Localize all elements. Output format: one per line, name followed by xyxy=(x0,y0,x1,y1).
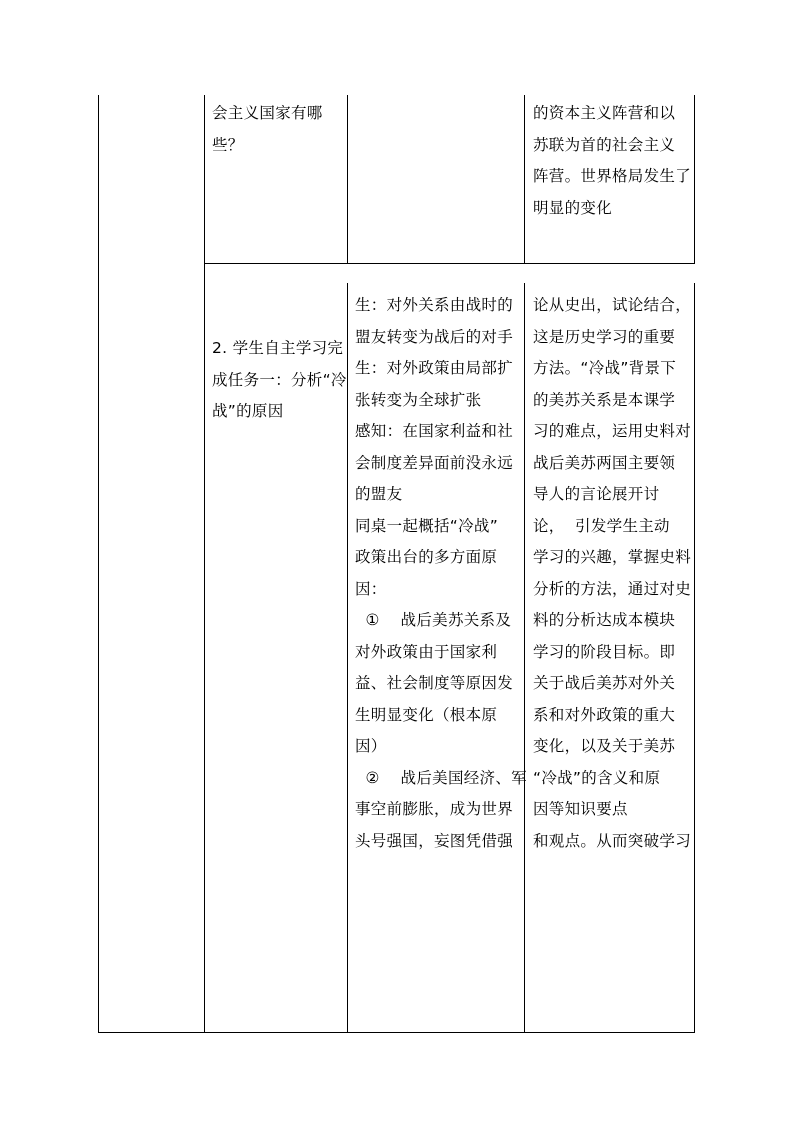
text-line: 的资本主义阵营和以 xyxy=(533,104,676,122)
text-line: 头号强国，妄图凭借强 xyxy=(355,831,514,850)
text-line: 成任务一：分析“冷 xyxy=(212,370,347,389)
row-divider xyxy=(204,263,695,264)
text-line: 阵营。世界格局发生了 xyxy=(533,167,692,185)
text-line: 变化，以及关于美苏 xyxy=(533,737,676,755)
text-line: 这是历史学习的重要 xyxy=(533,327,676,346)
text-line: 方法。“冷战”背景下 xyxy=(533,359,677,377)
text-line: 事空前膨胀，成为世界 xyxy=(355,800,514,818)
text-line: 分析的方法，通过对史 xyxy=(533,579,692,598)
table-col3-divider xyxy=(524,95,525,263)
text-line: 战后美苏两国主要领 xyxy=(533,453,676,472)
text-line: 因等知识要点 xyxy=(533,800,628,818)
text-line: 感知：在国家利益和社 xyxy=(355,422,514,440)
text-line: 论， 引发学生主动 xyxy=(533,516,670,535)
text-line: 会制度差异面前没永远 xyxy=(355,453,514,472)
text-line: 会主义国家有哪 xyxy=(212,104,323,122)
text-line: ① 战后美苏关系及 xyxy=(355,611,512,629)
table-col2-divider xyxy=(347,95,348,263)
table-bottom-border xyxy=(98,1032,695,1033)
text-line: 政策出台的多方面原 xyxy=(355,548,498,566)
text-line: 关于战后美苏对外关 xyxy=(533,674,676,692)
text-line: 盟友转变为战后的对手 xyxy=(355,327,514,346)
row1-activity-cell xyxy=(212,98,323,161)
text-line: 2. 学生自主学习完 xyxy=(212,339,344,357)
text-line: 的美苏关系是本课学 xyxy=(533,390,676,409)
row2-activity-cell xyxy=(212,333,347,428)
table-col1-divider xyxy=(204,95,205,1033)
text-line: 些？ xyxy=(212,135,244,154)
text-line: 因： xyxy=(355,579,387,598)
text-line: 料的分析达成本模块 xyxy=(533,611,676,629)
text-line: 和观点。从而突破学习 xyxy=(533,831,692,850)
table-col2-divider-lower xyxy=(347,283,348,1033)
text-line: 同桌一起概括“冷战” xyxy=(355,516,499,535)
text-line: 益、社会制度等原因发 xyxy=(355,674,514,692)
text-line: ② 战后美国经济、军 xyxy=(355,768,527,787)
text-line: 张转变为全球扩张 xyxy=(355,390,482,409)
text-line: 系和对外政策的重大 xyxy=(533,705,676,724)
text-line: 论从史出，试论结合， xyxy=(533,296,692,314)
text-line: 生明显变化（根本原 xyxy=(355,705,498,724)
table-left-border xyxy=(98,95,99,1033)
text-line: 生：对外政策由局部扩 xyxy=(355,359,514,377)
row2-intent-cell xyxy=(533,290,691,857)
text-line: 习的难点，运用史料对 xyxy=(533,422,692,440)
table-right-border xyxy=(694,95,695,263)
table-right-border-lower xyxy=(694,283,695,1033)
text-line: 学习的阶段目标。即 xyxy=(533,642,676,661)
text-line: 的盟友 xyxy=(355,485,403,503)
row2-student-cell xyxy=(355,290,527,857)
text-line: 对外政策由于国家利 xyxy=(355,642,498,661)
text-line: 学习的兴趣，掌握史料 xyxy=(533,548,692,566)
text-line: 导人的言论展开讨 xyxy=(533,485,660,503)
text-line: 生：对外关系由战时的 xyxy=(355,296,514,314)
text-line: 苏联为首的社会主义 xyxy=(533,135,676,154)
text-line: 战”的原因 xyxy=(212,402,284,420)
text-line: 因） xyxy=(355,737,387,755)
text-line: “冷战”的含义和原 xyxy=(533,768,661,787)
row1-intent-cell xyxy=(533,98,691,224)
text-line: 明显的变化 xyxy=(533,198,613,217)
